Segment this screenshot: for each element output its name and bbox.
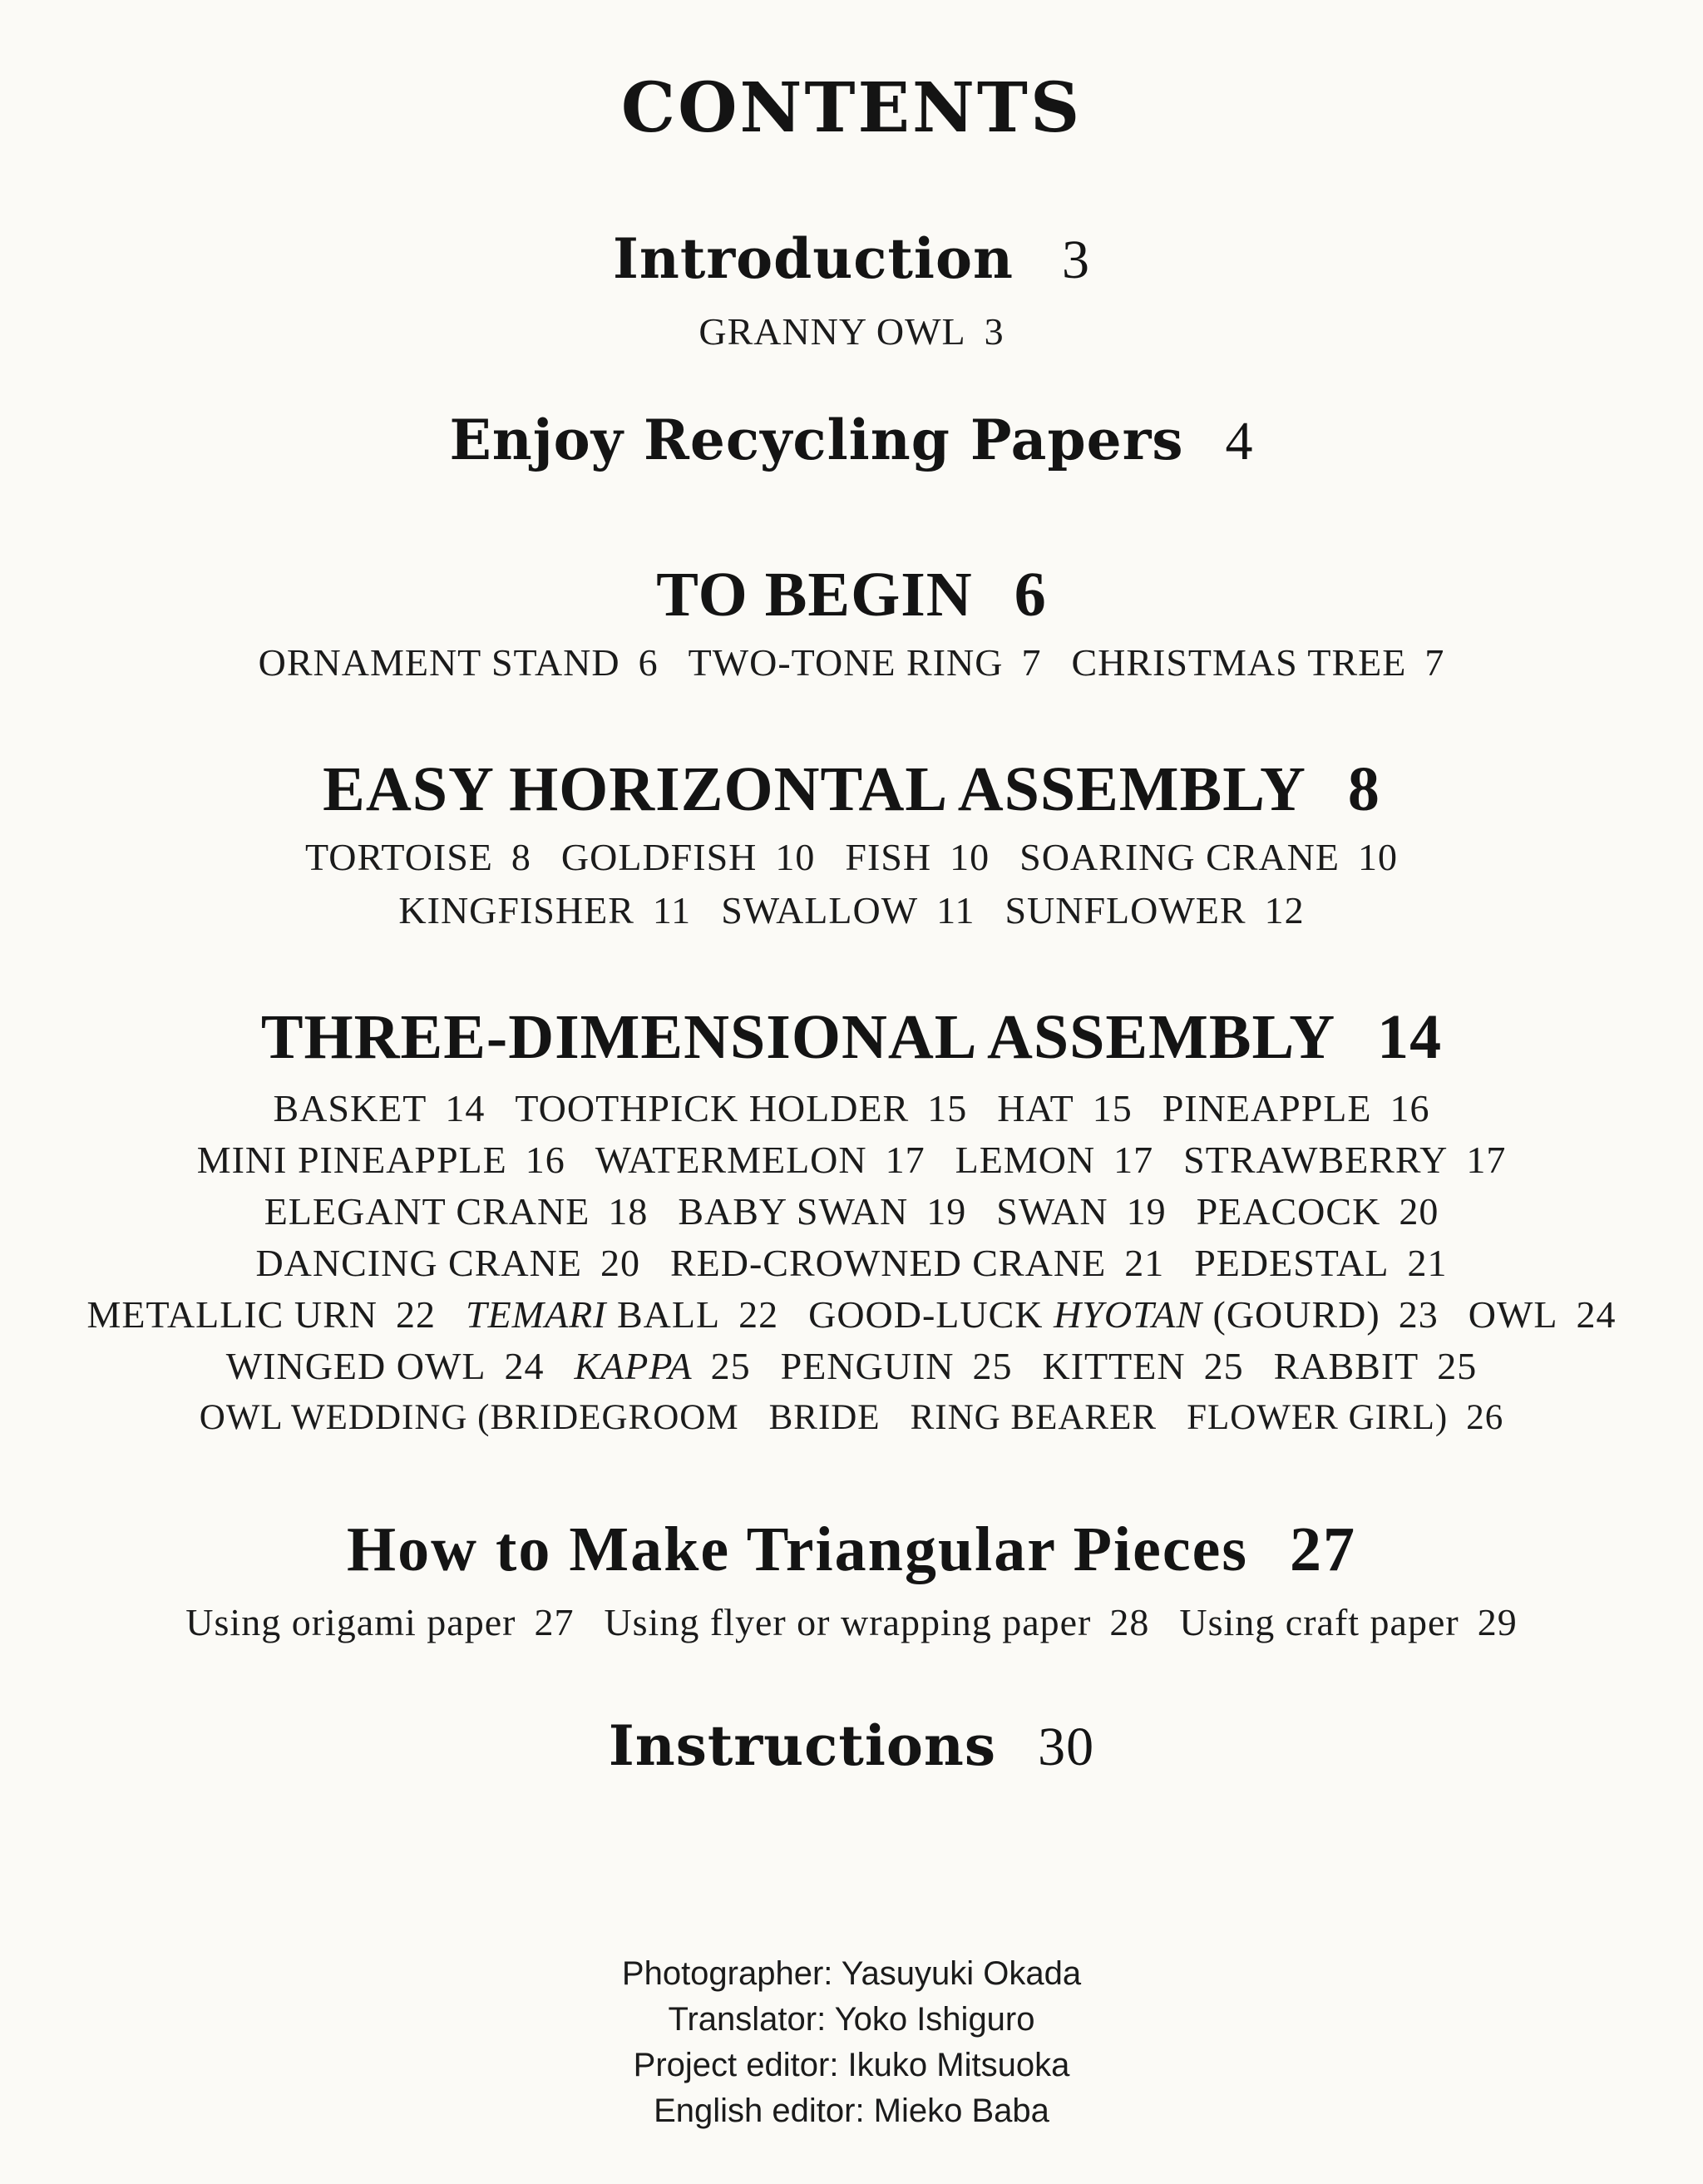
entry-label: RABBIT [1273,1345,1419,1387]
entry-label: OWL [1468,1293,1558,1336]
entry-page: 24 [1576,1293,1617,1336]
entry-toothpick-holder [515,1086,967,1130]
three-d-entries-row-6 [0,1344,1703,1388]
entry-soaring-crane [1019,835,1398,879]
entry-label: PEDESTAL [1194,1242,1390,1284]
contents-title [0,68,1703,148]
entry-two-tone-ring [689,640,1042,684]
entry-page: 19 [926,1190,967,1233]
entry-label: KITTEN [1042,1345,1186,1387]
entry-label: CHRISTMAS TREE [1071,641,1407,684]
entry-strawberry [1183,1138,1506,1182]
entry-label: PENGUIN [780,1345,955,1387]
three-d-entries-row-2 [0,1138,1703,1182]
entry-page: 16 [525,1139,565,1181]
entry-label: GOOD-LUCK [808,1293,1044,1336]
entry-ring-bearer [911,1397,1157,1438]
entry-page: 7 [1021,641,1042,684]
entry-page: 28 [1109,1601,1150,1643]
three-d-entries-row-5 [0,1292,1703,1337]
entry-page: 10 [950,836,990,878]
entry-page: 25 [710,1345,751,1387]
entry-rabbit [1274,1344,1478,1388]
entry-page: 21 [1407,1242,1448,1284]
entry-sunflower [1005,888,1304,932]
entry-label: ORNAMENT STAND [258,641,620,684]
entry-dancing-crane [255,1241,640,1285]
entry-label-italic: TEMARI [465,1293,607,1336]
entry-page: 17 [885,1139,926,1181]
section-page: 6 [1014,560,1047,630]
credit-translator: Translator: Yoko Ishiguro [668,2001,1035,2038]
entry-page: 19 [1126,1190,1167,1233]
entry-pedestal [1194,1241,1447,1285]
entry-label: MINI PINEAPPLE [196,1139,507,1181]
entry-label: DANCING CRANE [255,1242,582,1284]
entry-label: Using craft paper [1179,1601,1459,1643]
entry-owl-wedding [200,1397,739,1438]
entry-label: SWALLOW [721,889,919,931]
entry-label: STRAWBERRY [1183,1139,1449,1181]
section-page: 4 [1225,411,1254,472]
section-page: 30 [1038,1717,1095,1777]
entry-flyer-paper [604,1600,1149,1644]
entry-page: 25 [1203,1345,1244,1387]
section-introduction [0,226,1703,292]
entry-swallow [721,888,975,932]
section-heading: Enjoy Recycling Papers [449,408,1184,472]
entry-page: 24 [504,1345,545,1387]
entry-elegant-crane [264,1189,649,1233]
entry-temari-ball [466,1292,778,1337]
entry-kappa [574,1344,750,1388]
entry-page: 23 [1398,1293,1439,1336]
section-instructions [0,1713,1703,1779]
entry-label: OWL WEDDING (BRIDEGROOM [199,1398,739,1437]
entry-label: WATERMELON [595,1139,867,1181]
entry-mini-pineapple [197,1138,565,1182]
entry-label: SOARING CRANE [1019,836,1340,878]
entry-page: 20 [1399,1190,1439,1233]
entry-page: 10 [1357,836,1398,878]
entry-label: RED-CROWNED CRANE [669,1242,1107,1284]
entry-christmas-tree [1071,640,1444,684]
entry-label: HAT [997,1087,1074,1129]
credit-english-editor: English editor: Mieko Baba [654,2093,1049,2129]
entry-tortoise [305,835,531,879]
horizontal-entries-row-2 [0,888,1703,932]
entry-label: FISH [845,836,932,878]
entry-label: GOLDFISH [560,836,758,878]
section-horizontal [0,754,1703,826]
entry-label: ELEGANT CRANE [264,1190,590,1233]
section-page: 3 [1062,230,1091,290]
entry-page: 15 [1092,1087,1133,1129]
entry-page: 15 [927,1087,968,1129]
entry-page: 16 [1390,1087,1430,1129]
section-page: 14 [1377,1002,1443,1072]
entry-swan [996,1189,1166,1233]
entry-label: SUNFLOWER [1005,889,1246,931]
entry-craft-paper [1179,1600,1517,1644]
entry-label: METALLIC URN [86,1293,378,1336]
section-heading: EASY HORIZONTAL ASSEMBLY [323,754,1306,824]
introduction-entries [0,309,1703,353]
entry-page: 8 [511,836,531,878]
entry-label: TORTOISE [305,836,493,878]
three-d-entries-row-4 [0,1241,1703,1285]
entry-label-italic: HYOTAN [1054,1293,1203,1336]
entry-label-italic: KAPPA [574,1345,693,1387]
entry-page: 12 [1264,889,1305,931]
entry-page: 14 [445,1087,486,1129]
entry-kitten [1043,1344,1244,1388]
section-recycling [0,408,1703,473]
entry-label: PEACOCK [1196,1190,1381,1233]
entry-ornament-stand [259,640,659,684]
entry-page: 25 [972,1345,1013,1387]
entry-goldfish [561,835,815,879]
entry-flower-girl [1187,1397,1503,1438]
entry-page: 20 [600,1242,640,1284]
entry-label: BRIDE [768,1398,881,1437]
credit-project-editor: Project editor: Ikuko Mitsuoka [633,2047,1070,2083]
entry-origami-paper [185,1600,574,1644]
entry-page: 21 [1124,1242,1165,1284]
page-title: CONTENTS [620,68,1083,148]
entry-label: GRANNY OWL [698,310,966,353]
triangular-entries [0,1600,1703,1644]
section-page: 27 [1289,1514,1356,1584]
entry-hat [997,1086,1132,1130]
entry-baby-swan [678,1189,966,1233]
entry-penguin [781,1344,1013,1388]
to-begin-entries [0,640,1703,684]
entry-winged-owl [226,1344,545,1388]
section-heading: THREE-DIMENSIONAL ASSEMBLY [260,1002,1336,1072]
entry-label: RING BEARER [910,1398,1158,1437]
horizontal-entries-row-1 [0,835,1703,879]
entry-page: 11 [652,889,692,931]
entry-page: 22 [395,1293,436,1336]
credits-block [0,1951,1703,2134]
section-triangular [0,1514,1703,1586]
three-d-entries-row-1 [0,1086,1703,1130]
entry-red-crowned-crane [670,1241,1164,1285]
entry-label: Using flyer or wrapping paper [604,1601,1092,1643]
entry-lemon [955,1138,1154,1182]
three-d-entries-row-3 [0,1189,1703,1233]
entry-basket [273,1086,485,1130]
three-d-entries-row-7 [0,1397,1703,1438]
entry-owl [1469,1292,1617,1337]
entry-page: 7 [1424,641,1445,684]
entry-label: TWO-TONE RING [688,641,1004,684]
entry-metallic-urn [87,1292,436,1337]
entry-label: Using origami paper [185,1601,516,1643]
entry-page: 26 [1466,1398,1504,1437]
entry-page: 18 [608,1190,649,1233]
entry-label: KINGFISHER [398,889,634,931]
entry-page: 3 [984,310,1005,353]
entry-good-luck-hyotan [808,1292,1439,1337]
entry-label: BALL [617,1293,721,1336]
entry-kingfisher [398,888,691,932]
entry-page: 22 [738,1293,779,1336]
section-heading: TO BEGIN [656,560,973,630]
entry-page: 29 [1477,1601,1518,1643]
entry-label: BASKET [273,1087,427,1129]
entry-label: LEMON [955,1139,1096,1181]
entry-page: 10 [775,836,816,878]
entry-watermelon [595,1138,926,1182]
entry-pineapple [1162,1086,1430,1130]
entry-page: 27 [534,1601,575,1643]
entry-label: WINGED OWL [225,1345,486,1387]
entry-fish [845,835,990,879]
entry-page: 17 [1466,1139,1507,1181]
section-heading: Introduction [612,226,1014,291]
section-to-begin [0,559,1703,631]
entry-page: 6 [638,641,659,684]
entry-label: TOOTHPICK HOLDER [515,1087,910,1129]
entry-page: 17 [1113,1139,1154,1181]
entry-bride [769,1397,881,1438]
entry-page: 11 [936,889,975,931]
section-heading: Instructions [608,1713,997,1778]
entry-peacock [1197,1189,1439,1233]
section-three-dimensional [0,1001,1703,1074]
entry-label: SWAN [996,1190,1108,1233]
entry-label: PINEAPPLE [1162,1087,1372,1129]
section-page: 8 [1347,754,1380,824]
entry-granny-owl [698,309,1004,353]
entry-label: (GOURD) [1212,1293,1380,1336]
entry-page: 25 [1437,1345,1478,1387]
entry-label: BABY SWAN [678,1190,909,1233]
section-heading: How to Make Triangular Pieces [347,1514,1248,1584]
credit-photographer: Photographer: Yasuyuki Okada [621,1955,1082,1992]
entry-label: FLOWER GIRL) [1187,1398,1449,1437]
